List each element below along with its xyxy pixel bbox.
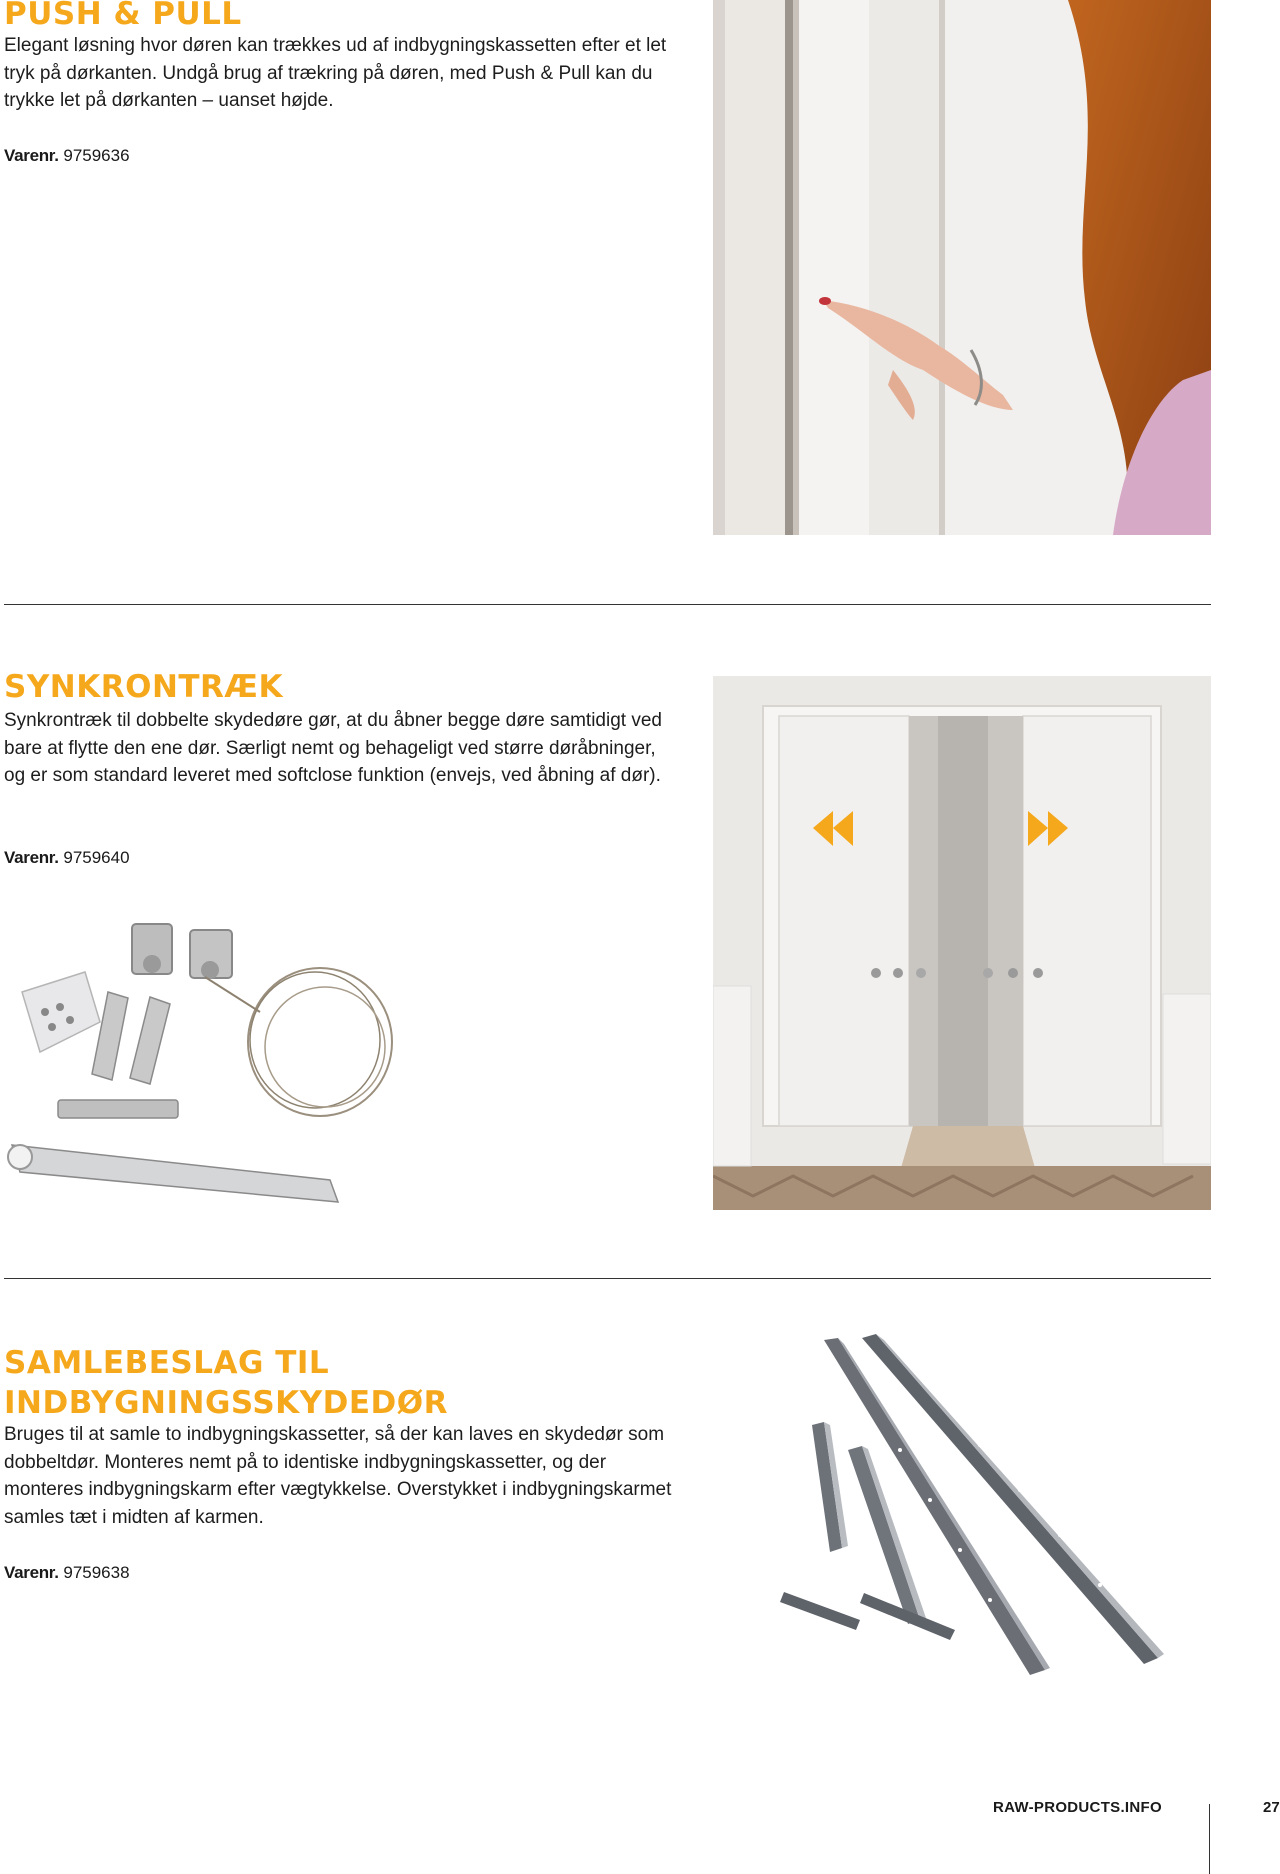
page-number: 27 bbox=[1263, 1799, 1280, 1816]
footer-site: RAW-PRODUCTS.INFO bbox=[993, 1799, 1162, 1816]
section-divider bbox=[4, 604, 1211, 605]
sku-value: 9759640 bbox=[63, 848, 130, 867]
sku-push-pull bbox=[4, 145, 130, 167]
metal-profiles-photo-icon bbox=[780, 1330, 1180, 1690]
section-divider bbox=[4, 1278, 1211, 1279]
section-description-push-pull: Elegant løsning hvor døren kan trækkes ud af indbygningskassetten efter et let tryk på dørkanten. Undgå brug af trækring på døren, med Push & Pull kan du trykke let på dørkanten – uanset højde. bbox=[4, 35, 667, 111]
footer-divider bbox=[1209, 1804, 1210, 1874]
sku-label: Varenr. bbox=[4, 848, 59, 867]
sku-label: Varenr. bbox=[4, 1563, 59, 1582]
section-title-push-pull: PUSH & PULL bbox=[4, 0, 242, 32]
section-title-samlebeslag: SAMLEBESLAG TIL INDBYGNINGSSKYDEDØR bbox=[4, 1345, 448, 1421]
section-description-samlebeslag: Bruges til at samle to indbygningskassetter, så der kan laves en skydedør som dobbeltdør. Monteres nemt på to identiske indbygningskassetter, og der monteres indbygningskarm efter vægtykkelse. Overstykket i indbygningskarmet samles tæt i midten af karmen. bbox=[4, 1424, 672, 1528]
sku-samlebeslag bbox=[4, 1562, 130, 1584]
sku-label: Varenr. bbox=[4, 146, 59, 165]
section-description-synkrontraek: Synkrontræk til dobbelte skydedøre gør, at du åbner begge døre samtidigt ved bare at flytte den ene dør. Særligt nemt og behageligt ved større døråbninger, og er som standard leveret med softclose funktion (envejs, ved åbning af dør). bbox=[4, 710, 662, 786]
double-sliding-door-photo-icon bbox=[713, 676, 1211, 1210]
sku-value: 9759638 bbox=[63, 1563, 130, 1582]
door-push-photo-icon bbox=[713, 0, 1211, 535]
sku-value: 9759636 bbox=[63, 146, 130, 165]
section-title-synkrontraek: SYNKRONTRÆK bbox=[4, 669, 284, 705]
sku-synkrontraek bbox=[4, 847, 130, 869]
synchro-kit-photo-icon bbox=[0, 912, 400, 1212]
